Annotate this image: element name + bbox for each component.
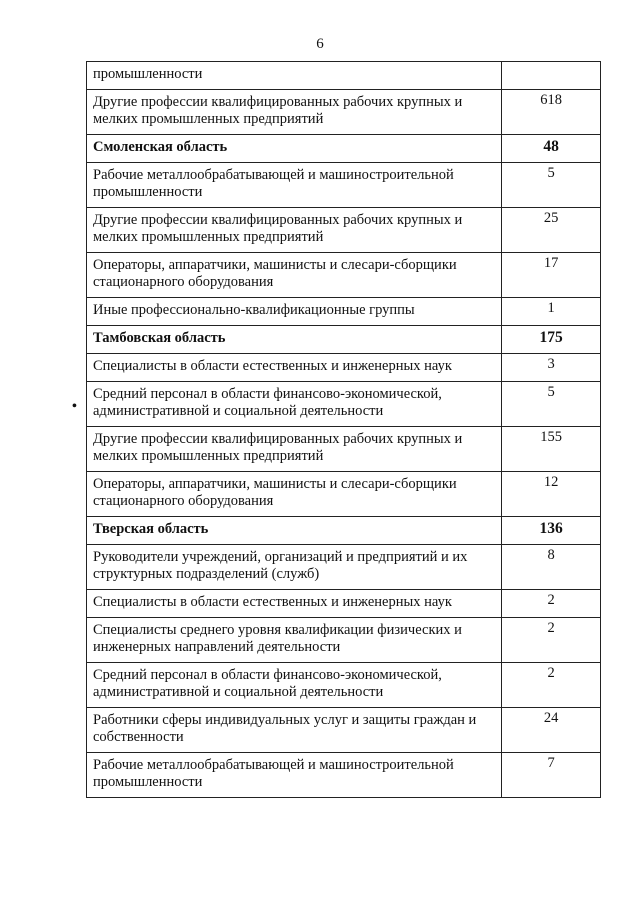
table-row bbox=[87, 590, 601, 618]
occupation-count: 12 bbox=[502, 472, 601, 517]
table-row bbox=[87, 62, 601, 90]
occupation-label: Другие профессии квалифицированных рабочих крупных и мелких промышленных предприятий bbox=[87, 90, 502, 135]
occupation-count: 25 bbox=[502, 208, 601, 253]
occupation-count: 17 bbox=[502, 253, 601, 298]
occupation-count: 3 bbox=[502, 354, 601, 382]
table-row bbox=[87, 354, 601, 382]
occupation-count: 5 bbox=[502, 163, 601, 208]
table-row bbox=[87, 208, 601, 253]
region-name: Смоленская область bbox=[87, 135, 502, 163]
occupation-count: 5 bbox=[502, 382, 601, 427]
occupation-count: 24 bbox=[502, 708, 601, 753]
occupation-label: Специалисты среднего уровня квалификации физических и инженерных направлений деятельности bbox=[87, 618, 502, 663]
region-total: 175 bbox=[502, 326, 601, 354]
region-name: Тамбовская область bbox=[87, 326, 502, 354]
stray-mark: • bbox=[72, 399, 77, 414]
occupation-count: 2 bbox=[502, 618, 601, 663]
occupation-label: Другие профессии квалифицированных рабочих крупных и мелких промышленных предприятий bbox=[87, 427, 502, 472]
region-row bbox=[87, 326, 601, 354]
occupation-count: 2 bbox=[502, 590, 601, 618]
table-row bbox=[87, 663, 601, 708]
region-total: 48 bbox=[502, 135, 601, 163]
table-row bbox=[87, 753, 601, 798]
occupation-label: Операторы, аппаратчики, машинисты и слесари-сборщики стационарного оборудования bbox=[87, 472, 502, 517]
occupation-label: промышленности bbox=[87, 62, 502, 90]
region-row bbox=[87, 135, 601, 163]
occupation-label: Специалисты в области естественных и инженерных наук bbox=[87, 590, 502, 618]
region-row bbox=[87, 517, 601, 545]
occupation-count: 155 bbox=[502, 427, 601, 472]
page-number: 6 bbox=[316, 36, 324, 52]
occupation-label: Операторы, аппаратчики, машинисты и слесари-сборщики стационарного оборудования bbox=[87, 253, 502, 298]
occupation-label: Работники сферы индивидуальных услуг и защиты граждан и собственности bbox=[87, 708, 502, 753]
table-row bbox=[87, 427, 601, 472]
table-row bbox=[87, 90, 601, 135]
table-row bbox=[87, 708, 601, 753]
region-name: Тверская область bbox=[87, 517, 502, 545]
table-row bbox=[87, 618, 601, 663]
occupation-count: 1 bbox=[502, 298, 601, 326]
data-table bbox=[86, 61, 601, 798]
occupation-label: Специалисты в области естественных и инженерных наук bbox=[87, 354, 502, 382]
table-row bbox=[87, 298, 601, 326]
occupation-label: Средний персонал в области финансово-экономической, административной и социальной деятельности bbox=[87, 663, 502, 708]
table-row bbox=[87, 163, 601, 208]
table-body bbox=[87, 62, 601, 798]
occupation-count: 7 bbox=[502, 753, 601, 798]
table-row bbox=[87, 472, 601, 517]
occupation-label: Иные профессионально-квалификационные группы bbox=[87, 298, 502, 326]
table-row bbox=[87, 253, 601, 298]
table-row bbox=[87, 382, 601, 427]
occupation-label: Рабочие металлообрабатывающей и машиностроительной промышленности bbox=[87, 163, 502, 208]
occupation-count bbox=[502, 62, 601, 90]
occupation-label: Средний персонал в области финансово-экономической, административной и социальной деятельности bbox=[87, 382, 502, 427]
region-total: 136 bbox=[502, 517, 601, 545]
occupation-label: Рабочие металлообрабатывающей и машиностроительной промышленности bbox=[87, 753, 502, 798]
occupation-count: 8 bbox=[502, 545, 601, 590]
occupation-count: 618 bbox=[502, 90, 601, 135]
occupation-label: Другие профессии квалифицированных рабочих крупных и мелких промышленных предприятий bbox=[87, 208, 502, 253]
table-row bbox=[87, 545, 601, 590]
occupation-label: Руководители учреждений, организаций и предприятий и их структурных подразделений (служб) bbox=[87, 545, 502, 590]
occupation-count: 2 bbox=[502, 663, 601, 708]
